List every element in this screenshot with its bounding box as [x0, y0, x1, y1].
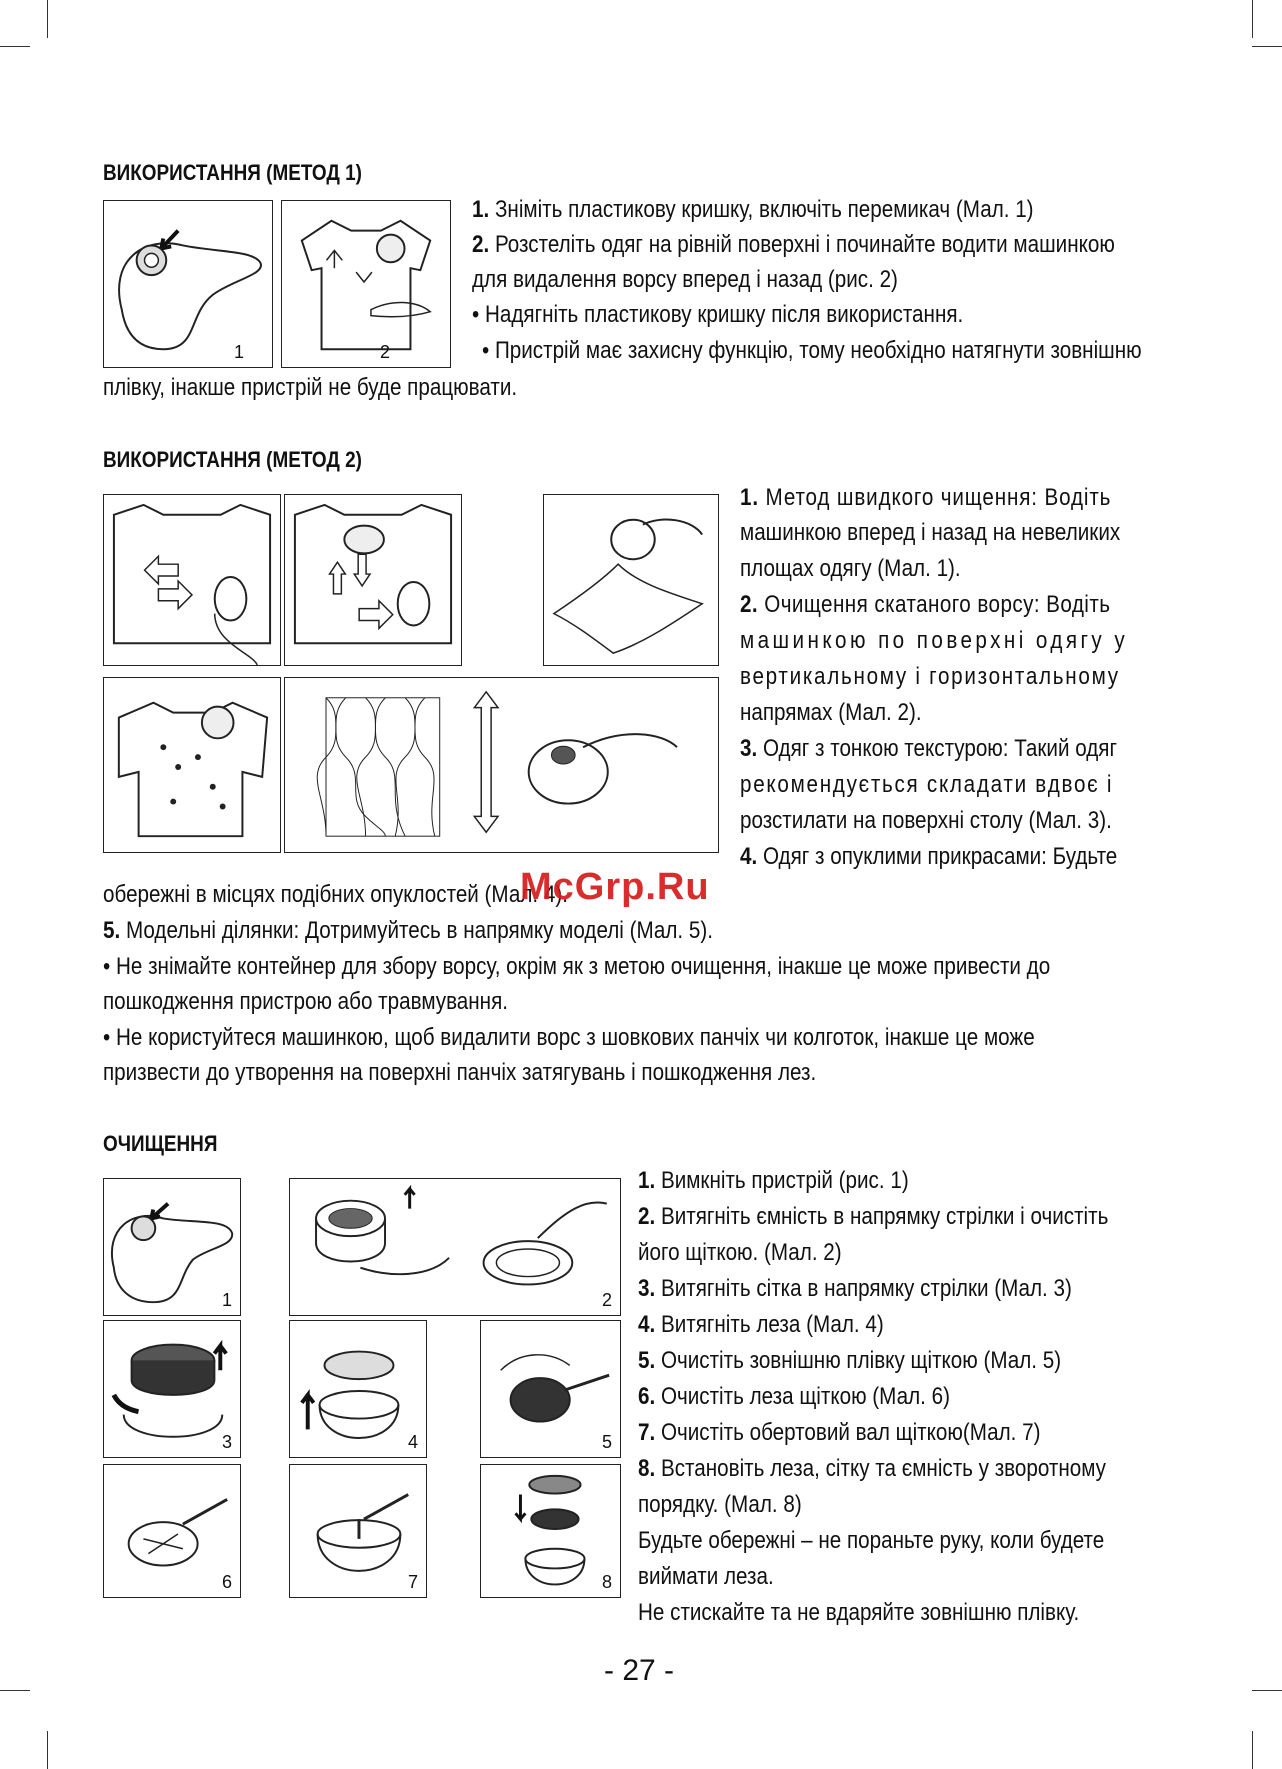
figure-knit-pattern [284, 677, 719, 853]
text-line: вертикальному і горизонтальному [740, 663, 1120, 690]
text-line: 3. Витягніть сітка в напрямку стрілки (Мал. 3) [638, 1275, 1072, 1302]
crop-mark [1252, 1690, 1282, 1691]
text-line: напрямах (Мал. 2). [740, 699, 922, 726]
text-line: 1. Зніміть пластикову кришку, включіть перемикач (Мал. 1) [472, 196, 1034, 223]
crop-mark [47, 0, 48, 38]
figure-number: 7 [407, 1572, 418, 1592]
figure-decorated-sweater [103, 677, 281, 853]
text-line: 2. Очищення скатаного ворсу: Водіть [740, 591, 1111, 618]
text-line: плівку, інакше пристрій не буде працювати. [103, 374, 518, 401]
figure-number: 6 [221, 1572, 232, 1592]
cleaning-figure-7 [289, 1464, 427, 1598]
watermark: McGrp.Ru [520, 866, 710, 908]
text-line: машинкою вперед і назад на невеликих [740, 519, 1121, 546]
text-line: 2. Розстеліть одяг на рівній поверхні і починайте водити машинкою [472, 231, 1115, 258]
figure-number: 8 [601, 1572, 612, 1592]
figure-2-sweater [281, 200, 451, 368]
text-line: Будьте обережні – не пораньте руку, коли будете [638, 1527, 1105, 1554]
text-line: 4. Одяг з опуклими прикрасами: Будьте [740, 843, 1118, 870]
section-heading-cleaning: ОЧИЩЕННЯ [103, 1131, 218, 1156]
text-line: • Пристрій має захисну функцію, тому необхідно натягнути зовнішню [482, 337, 1142, 364]
figure-number: 1 [233, 342, 244, 362]
text-line: порядку. (Мал. 8) [638, 1491, 802, 1518]
text-line: рекомендується складати вдвоє і [740, 771, 1114, 798]
crop-mark [47, 1731, 48, 1769]
text-line: 1. Вимкніть пристрій (рис. 1) [638, 1167, 909, 1194]
text-line: • Не знімайте контейнер для збору ворсу, окрім як з метою очищення, інакше це може привести до [103, 953, 1051, 980]
section-heading-method-1: ВИКОРИСТАННЯ (МЕТОД 1) [103, 160, 362, 185]
cleaning-figure-6 [103, 1464, 241, 1598]
text-line: машинкою по поверхні одягу у [740, 627, 1129, 654]
figure-1-device [103, 200, 273, 368]
crop-mark [1252, 1731, 1253, 1769]
text-line: 1. Метод швидкого чищення: Водіть [740, 484, 1112, 511]
text-line: 3. Одяг з тонкою текстурою: Такий одяг [740, 735, 1118, 762]
figure-number: 2 [601, 1290, 612, 1310]
text-line: його щіткою. (Мал. 2) [638, 1239, 842, 1266]
cleaning-figure-8 [480, 1464, 621, 1598]
text-line: 2. Витягніть ємність в напрямку стрілки і очистіть [638, 1203, 1109, 1230]
figure-folded-fabric [543, 494, 719, 666]
text-line: • Надягніть пластикову кришку після використання. [472, 301, 964, 328]
text-line: розстилати на поверхні столу (Мал. 3). [740, 807, 1112, 834]
text-line: обережні в місцях подібних опуклостей (Мал. 4). [103, 881, 568, 908]
text-line: площах одягу (Мал. 1). [740, 555, 961, 582]
crop-mark [0, 46, 30, 47]
text-line: 5. Очистіть зовнішню плівку щіткою (Мал. 5) [638, 1347, 1062, 1374]
figure-quick-clean [103, 494, 281, 666]
text-line: 4. Витягніть леза (Мал. 4) [638, 1311, 884, 1338]
text-line: пошкодження пристрою або травмування. [103, 988, 508, 1015]
crop-mark [0, 1690, 30, 1691]
text-line: 6. Очистіть леза щіткою (Мал. 6) [638, 1383, 950, 1410]
text-line: 5. Модельні ділянки: Дотримуйтесь в напрямку моделі (Мал. 5). [103, 917, 713, 944]
figure-number: 4 [407, 1432, 418, 1452]
text-line: 7. Очистіть обертовий вал щіткою(Мал. 7) [638, 1419, 1041, 1446]
section-heading-method-2: ВИКОРИСТАННЯ (МЕТОД 2) [103, 447, 362, 472]
crop-mark [1252, 0, 1253, 38]
text-line: • Не користуйтеся машинкою, щоб видалити ворс з шовкових панчіх чи колготок, інакше це може [103, 1024, 1035, 1051]
cleaning-figure-5 [480, 1320, 621, 1458]
figure-number: 1 [221, 1290, 232, 1310]
crop-mark [1252, 46, 1282, 47]
cleaning-figure-4 [289, 1320, 427, 1458]
cleaning-figure-1 [103, 1178, 241, 1316]
figure-lint-balls [284, 494, 462, 666]
page-number: - 27 - [604, 1654, 675, 1687]
cleaning-figure-3 [103, 1320, 241, 1458]
text-line: виймати леза. [638, 1563, 774, 1590]
text-line: Не стискайте та не вдаряйте зовнішню плівку. [638, 1599, 1080, 1626]
figure-number: 2 [379, 342, 390, 362]
text-line: 8. Встановіть леза, сітку та ємність у зворотному [638, 1455, 1106, 1482]
text-line: призвести до утворення на поверхні панчіх затягувань і пошкодження лез. [103, 1059, 817, 1086]
figure-number: 5 [601, 1432, 612, 1452]
figure-number: 3 [221, 1432, 232, 1452]
cleaning-figure-2 [289, 1178, 621, 1316]
text-line: для видалення ворсу вперед і назад (рис. 2) [472, 266, 898, 293]
